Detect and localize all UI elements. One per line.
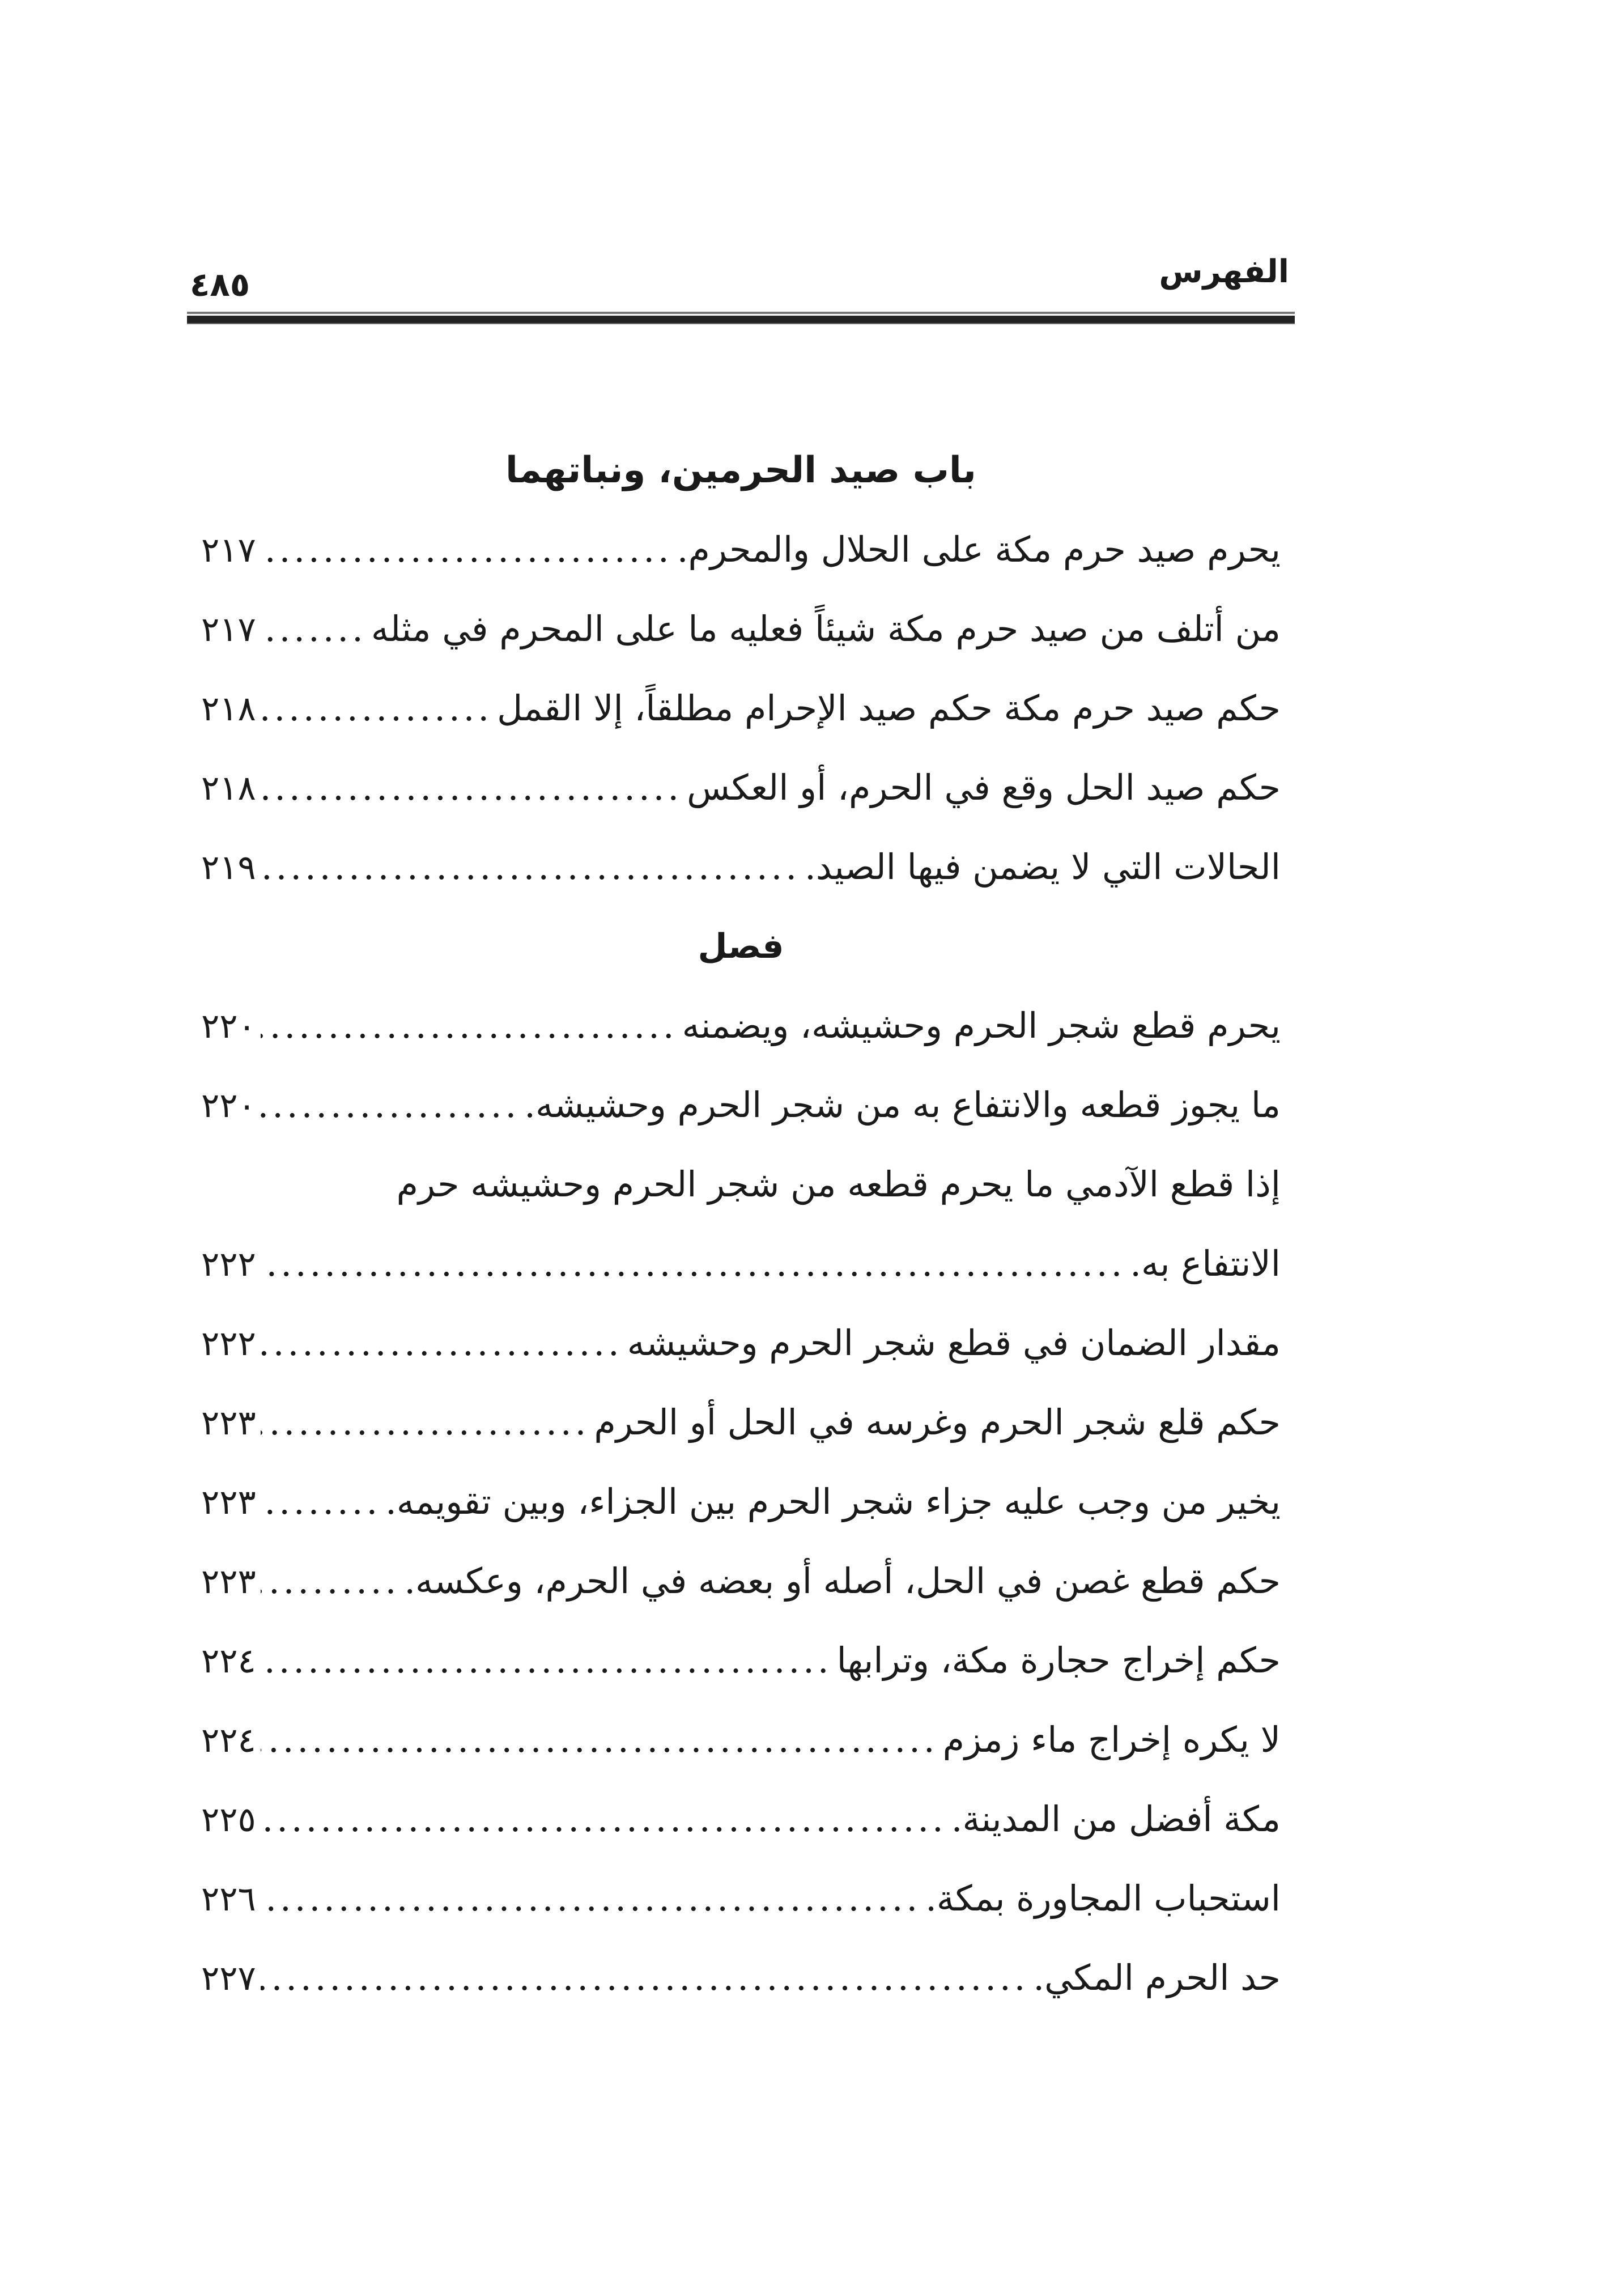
section-entries xyxy=(201,510,1281,907)
subsection-entries xyxy=(201,986,1281,2018)
toc-entry-title: حكم صيد الحل وقع في الحرم، أو العكس xyxy=(687,767,1281,808)
toc-entry-page: ٢٢٣ xyxy=(201,1483,256,1522)
toc-entry[interactable] xyxy=(201,1938,1281,2018)
toc-entry[interactable] xyxy=(201,1859,1281,1938)
dot-leader xyxy=(261,1303,623,1383)
toc-entry-page: ٢٢٢ xyxy=(201,1245,256,1284)
dot-leader xyxy=(261,1700,938,1780)
toc-entry[interactable] xyxy=(201,748,1281,827)
dot-leader xyxy=(261,510,673,589)
toc-entry-title: الحالات التي لا يضمن فيها الصيد. xyxy=(805,846,1281,888)
toc-entry-page: ٢١٩ xyxy=(201,848,256,888)
toc-entry-page: ٢٢٢ xyxy=(201,1324,256,1364)
toc-entry[interactable] xyxy=(201,1700,1281,1780)
toc-entry-page: ٢٢٦ xyxy=(201,1879,256,1919)
toc-entry-page: ٢٢٠ xyxy=(201,1086,256,1126)
toc-entry-page: ٢١٧ xyxy=(201,610,256,649)
dot-leader xyxy=(261,1224,1126,1303)
toc-entry-wrapped[interactable] xyxy=(201,1145,1281,1303)
dot-leader xyxy=(261,1621,832,1700)
toc-entry-title: يخير من وجب عليه جزاء شجر الحرم بين الجزاء، وبين تقويمه. xyxy=(385,1481,1281,1522)
toc-entry-title: حد الحرم المكي. xyxy=(1033,1957,1281,1998)
toc-entry-title: ما يجوز قطعه والانتفاع به من شجر الحرم وحشيشه. xyxy=(524,1084,1281,1126)
subsection-heading: فصل xyxy=(698,927,784,966)
toc-entry-title: يحرم قطع شجر الحرم وحشيشه، ويضمنه xyxy=(682,1005,1281,1046)
dot-leader xyxy=(261,1065,520,1145)
toc-entry[interactable] xyxy=(201,1780,1281,1859)
toc-entry-page: ٢٢٤ xyxy=(201,1721,256,1760)
toc-entry-title: يحرم صيد حرم مكة على الحلال والمحرم. xyxy=(677,529,1281,570)
toc-entry-line-2 xyxy=(201,1224,1281,1303)
toc-entry-page: ٢٢٣ xyxy=(201,1562,256,1602)
table-of-contents xyxy=(201,431,1281,2018)
toc-entry-title: حكم إخراج حجارة مكة، وترابها xyxy=(836,1640,1281,1681)
toc-entry[interactable] xyxy=(201,1542,1281,1621)
section-heading: باب صيد الحرمين، ونباتهما xyxy=(505,449,976,491)
dot-leader xyxy=(261,748,682,827)
dot-leader xyxy=(261,1542,400,1621)
dot-leader xyxy=(261,1780,947,1859)
toc-entry-title: من أتلف من صيد حرم مكة شيئاً فعليه ما على المحرم في مثله xyxy=(371,608,1281,649)
toc-entry-title-line-2: الانتفاع به. xyxy=(1130,1243,1281,1284)
toc-entry[interactable] xyxy=(201,1621,1281,1700)
toc-entry[interactable] xyxy=(201,1303,1281,1383)
dot-leader xyxy=(261,1938,1029,2018)
toc-entry-title: مقدار الضمان في قطع شجر الحرم وحشيشه xyxy=(627,1322,1281,1364)
toc-entry-page: ٢١٨ xyxy=(201,689,256,729)
header-rule xyxy=(187,312,1295,324)
toc-entry[interactable] xyxy=(201,827,1281,907)
running-header-title: الفهرس xyxy=(1159,253,1289,290)
page-header xyxy=(190,249,1289,340)
toc-entry[interactable] xyxy=(201,1065,1281,1145)
toc-entry-title: لا يكره إخراج ماء زمزم xyxy=(942,1719,1281,1760)
toc-entry-page: ٢١٧ xyxy=(201,530,256,570)
dot-leader xyxy=(261,1383,590,1462)
dot-leader xyxy=(261,669,492,748)
toc-entry-title: حكم صيد حرم مكة حكم صيد الإحرام مطلقاً، إلا القمل xyxy=(497,687,1281,729)
toc-entry-page: ٢١٨ xyxy=(201,768,256,808)
toc-entry-title: مكة أفضل من المدينة. xyxy=(951,1798,1281,1840)
toc-entry-page: ٢٢٧ xyxy=(201,1959,256,1998)
toc-entry-page: ٢٢٤ xyxy=(201,1641,256,1681)
toc-entry[interactable] xyxy=(201,589,1281,669)
toc-entry-title: استحباب المجاورة بمكة. xyxy=(925,1878,1281,1919)
dot-leader xyxy=(261,589,367,669)
page-number: ٤٨٥ xyxy=(190,265,250,304)
toc-entry[interactable] xyxy=(201,1383,1281,1462)
dot-leader xyxy=(261,827,800,907)
toc-entry[interactable] xyxy=(201,986,1281,1065)
toc-entry-title: حكم قلع شجر الحرم وغرسه في الحل أو الحرم xyxy=(594,1402,1281,1443)
toc-entry[interactable] xyxy=(201,669,1281,748)
dot-leader xyxy=(261,1859,921,1938)
toc-entry-title-line-1: إذا قطع الآدمي ما يحرم قطعه من شجر الحرم وحشيشه حرم xyxy=(396,1164,1281,1205)
toc-entry-page: ٢٢٣ xyxy=(201,1403,256,1443)
toc-entry-title: حكم قطع غصن في الحل، أصله أو بعضه في الحرم، وعكسه. xyxy=(404,1560,1281,1602)
toc-entry[interactable] xyxy=(201,1462,1281,1542)
dot-leader xyxy=(261,1462,381,1542)
toc-entry[interactable] xyxy=(201,510,1281,589)
toc-entry-page: ٢٢٥ xyxy=(201,1800,256,1840)
toc-entry-page: ٢٢٠ xyxy=(201,1007,256,1046)
dot-leader xyxy=(261,986,678,1065)
